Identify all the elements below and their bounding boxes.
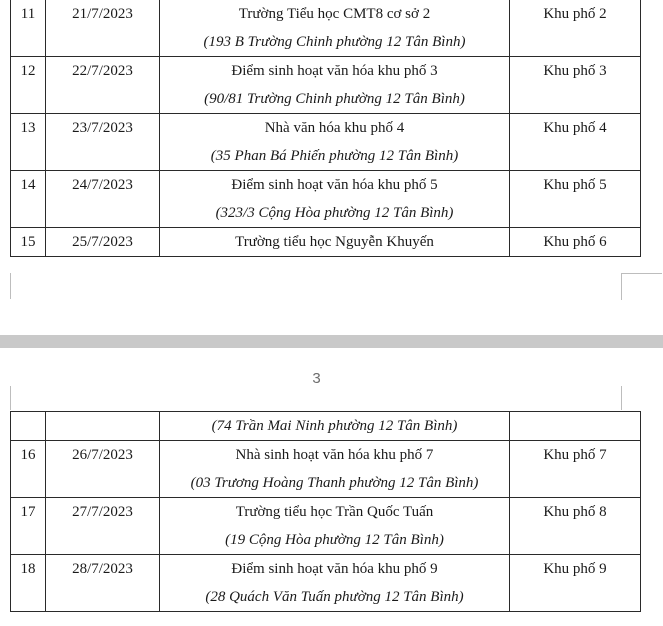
location-cell [160, 228, 510, 257]
margin-marker [0, 386, 11, 410]
table-row [11, 57, 641, 114]
location-cell [160, 555, 510, 612]
date-cell: 25/7/2023 [46, 228, 160, 257]
row-number-cell: 15 [11, 228, 46, 257]
location-name: Điểm sinh hoạt văn hóa khu phố 9 [231, 561, 438, 577]
page-number: 3 [312, 370, 321, 387]
table-row [11, 498, 641, 555]
area-cell: Khu phố 9 [510, 555, 641, 612]
date-cell: 28/7/2023 [46, 555, 160, 612]
margin-marker [0, 273, 11, 299]
row-number-cell: 13 [11, 114, 46, 171]
date-cell [46, 412, 160, 441]
location-cell [160, 57, 510, 114]
area-cell: Khu phố 4 [510, 114, 641, 171]
date-cell: 27/7/2023 [46, 498, 160, 555]
area-cell: Khu phố 3 [510, 57, 641, 114]
area-cell: Khu phố 2 [510, 0, 641, 57]
schedule-table-page-2 [10, 411, 641, 612]
location-address: (90/81 Trường Chinh phường 12 Tân Bình) [204, 91, 465, 107]
location-cell [160, 498, 510, 555]
location-cell [160, 171, 510, 228]
table-row [11, 228, 641, 257]
table-row [11, 171, 641, 228]
table-row [11, 555, 641, 612]
area-cell: Khu phố 8 [510, 498, 641, 555]
document-page-2 [0, 348, 663, 626]
margin-marker [621, 386, 662, 410]
area-cell: Khu phố 7 [510, 441, 641, 498]
location-name: Điểm sinh hoạt văn hóa khu phố 3 [231, 63, 438, 79]
location-name: Trường Tiểu học CMT8 cơ sở 2 [238, 6, 431, 22]
row-number-cell [11, 412, 46, 441]
date-cell: 26/7/2023 [46, 441, 160, 498]
table-row [11, 441, 641, 498]
table-row-continued [11, 412, 641, 441]
row-number-cell: 12 [11, 57, 46, 114]
location-address: (28 Quách Văn Tuấn phường 12 Tân Bình) [205, 589, 464, 605]
location-name: Trường tiểu học Trần Quốc Tuấn [235, 504, 434, 520]
location-name: Trường tiểu học Nguyễn Khuyến [235, 234, 434, 250]
location-name: Điểm sinh hoạt văn hóa khu phố 5 [231, 177, 438, 193]
location-address: (193 B Trường Chinh phường 12 Tân Bình) [203, 34, 466, 50]
location-address: (03 Trương Hoàng Thanh phường 12 Tân Bình) [190, 475, 479, 491]
row-number-cell: 14 [11, 171, 46, 228]
area-cell: Khu phố 5 [510, 171, 641, 228]
location-address: (74 Trần Mai Ninh phường 12 Tân Bình) [211, 418, 458, 434]
row-number-cell: 18 [11, 555, 46, 612]
area-cell [510, 412, 641, 441]
location-cell [160, 412, 510, 441]
table-row [11, 114, 641, 171]
area-cell: Khu phố 6 [510, 228, 641, 257]
margin-marker [621, 273, 662, 300]
location-address: (19 Cộng Hòa phường 12 Tân Bình) [225, 532, 444, 548]
location-cell [160, 114, 510, 171]
location-name: Nhà văn hóa khu phố 4 [264, 120, 405, 136]
date-cell: 24/7/2023 [46, 171, 160, 228]
date-cell: 23/7/2023 [46, 114, 160, 171]
location-address: (323/3 Cộng Hòa phường 12 Tân Bình) [215, 205, 454, 221]
page-separator [0, 335, 663, 348]
date-cell: 22/7/2023 [46, 57, 160, 114]
row-number-cell: 16 [11, 441, 46, 498]
date-cell: 21/7/2023 [46, 0, 160, 57]
schedule-table-page-1 [10, 0, 641, 257]
row-number-cell: 17 [11, 498, 46, 555]
location-name: Nhà sinh hoạt văn hóa khu phố 7 [235, 447, 434, 463]
location-address: (35 Phan Bá Phiến phường 12 Tân Bình) [210, 148, 459, 164]
table-row [11, 0, 641, 57]
row-number-cell: 11 [11, 0, 46, 57]
location-cell [160, 0, 510, 57]
location-cell [160, 441, 510, 498]
